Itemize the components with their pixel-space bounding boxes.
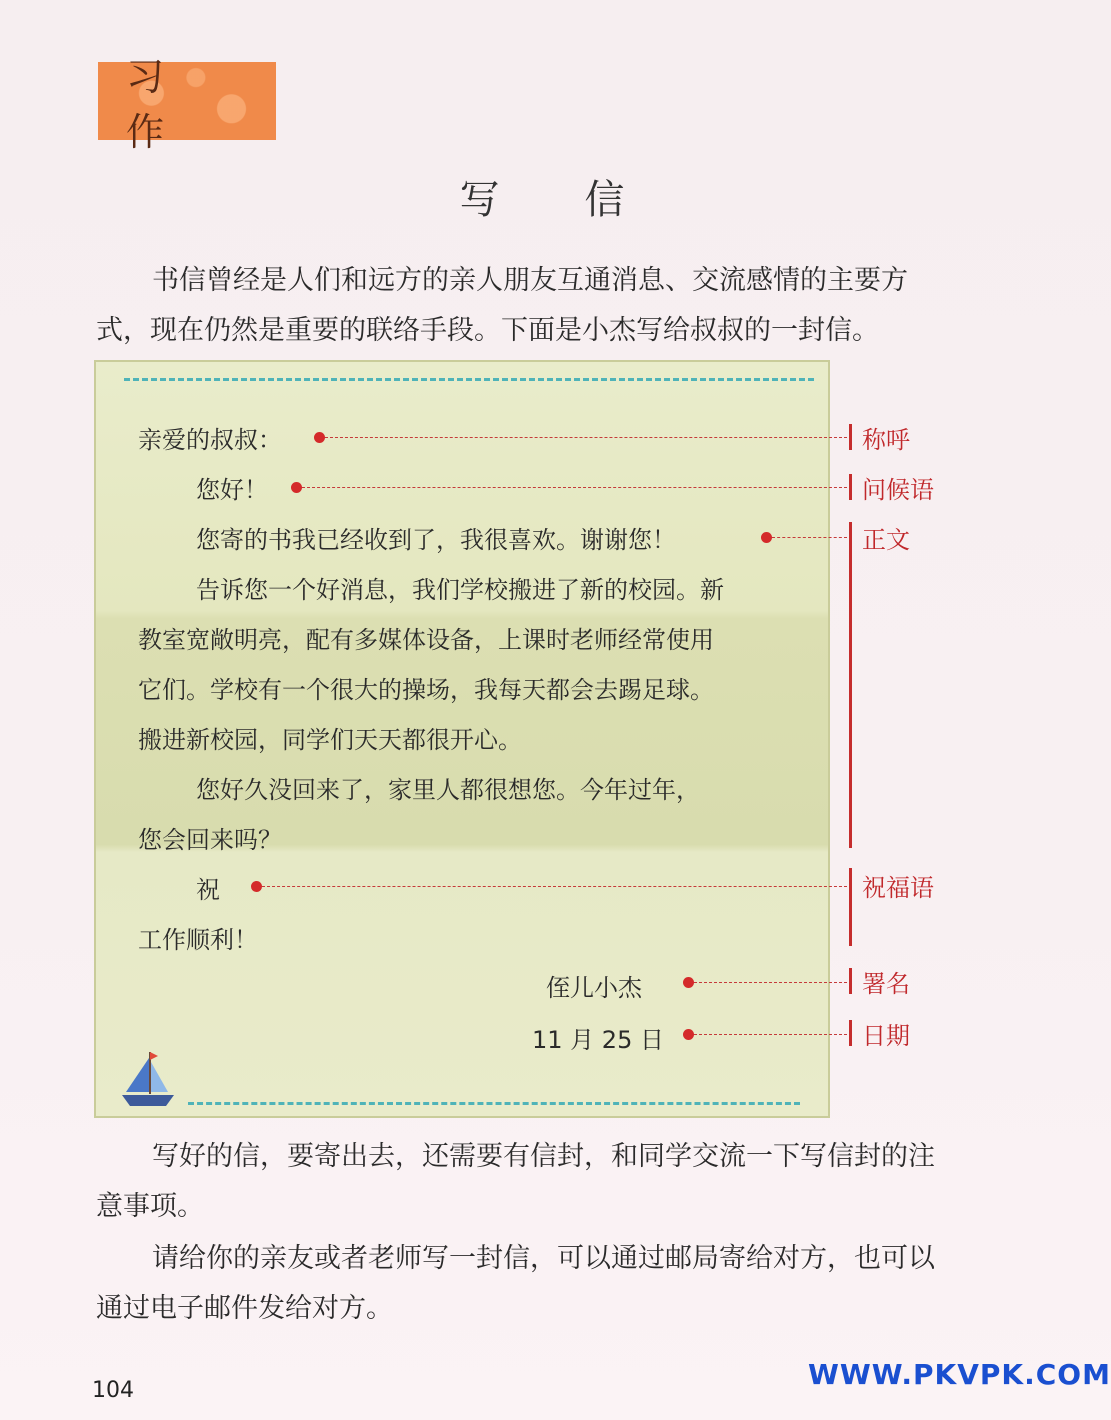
label-signature: 署名 [862, 970, 910, 998]
site-watermark: WWW.PKVPK.COM [808, 1358, 1111, 1391]
salutation-bracket [849, 424, 852, 450]
letter-closing-blessing: 工作顺利！ [138, 926, 258, 954]
closing-marker [251, 881, 262, 892]
letter-closing-wish: 祝 [196, 876, 220, 904]
letter-body-line: 搬进新校园，同学们天天都很开心。 [138, 726, 522, 754]
bottom-dashed-border [188, 1102, 800, 1105]
signature-leader [694, 982, 847, 983]
date-bracket [849, 1020, 852, 1046]
letter-body-line: 告诉您一个好消息，我们学校搬进了新的校园。新 [196, 576, 724, 604]
envelope-paragraph: 写好的信，要寄出去，还需要有信封，和同学交流一下写信封的注意事项。 [96, 1141, 935, 1222]
body-marker [761, 532, 772, 543]
letter-date: 11 月 25 日 [532, 1026, 664, 1054]
date-leader [694, 1034, 847, 1035]
letter-greeting: 您好！ [196, 476, 268, 504]
letter-body-line: 教室宽敞明亮，配有多媒体设备，上课时老师经常使用 [138, 626, 714, 654]
top-dashed-border [124, 378, 814, 381]
letter-body-line: 您会回来吗？ [138, 826, 282, 854]
assignment-paragraph: 请给你的亲友或者老师写一封信，可以通过邮局寄给对方，也可以通过电子邮件发给对方。 [96, 1243, 935, 1324]
date-marker [683, 1029, 694, 1040]
closing-bracket [849, 868, 852, 946]
letter-body-line: 您好久没回来了，家里人都很想您。今年过年， [196, 776, 700, 804]
body-bracket [849, 522, 852, 848]
label-body: 正文 [862, 526, 910, 554]
greeting-bracket [849, 474, 852, 500]
greeting-leader [302, 487, 847, 488]
page-title: 写 信 [459, 177, 661, 223]
letter-signature: 侄儿小杰 [546, 974, 642, 1002]
page-number: 104 [92, 1378, 134, 1403]
intro-paragraph: 书信曾经是人们和远方的亲人朋友互通消息、交流感情的主要方式，现在仍然是重要的联络手段。下面是小杰写给叔叔的一封信。 [96, 265, 908, 346]
signature-marker [683, 977, 694, 988]
label-salutation: 称呼 [862, 426, 910, 454]
greeting-marker [291, 482, 302, 493]
letter-body-line: 它们。学校有一个很大的操场，我每天都会去踢足球。 [138, 676, 714, 704]
letter-example [94, 360, 830, 1118]
section-badge: 习 作 [98, 62, 276, 140]
label-date: 日期 [862, 1022, 910, 1050]
body-leader [772, 537, 847, 538]
salutation-marker [314, 432, 325, 443]
letter-salutation: 亲爱的叔叔： [138, 426, 282, 454]
label-greeting: 问候语 [862, 476, 934, 504]
signature-bracket [849, 968, 852, 994]
salutation-leader [325, 437, 847, 438]
label-closing: 祝福语 [862, 874, 934, 902]
letter-body-line: 您寄的书我已经收到了，我很喜欢。谢谢您！ [196, 526, 676, 554]
sailboat-icon [120, 1048, 176, 1110]
closing-leader [262, 886, 847, 887]
